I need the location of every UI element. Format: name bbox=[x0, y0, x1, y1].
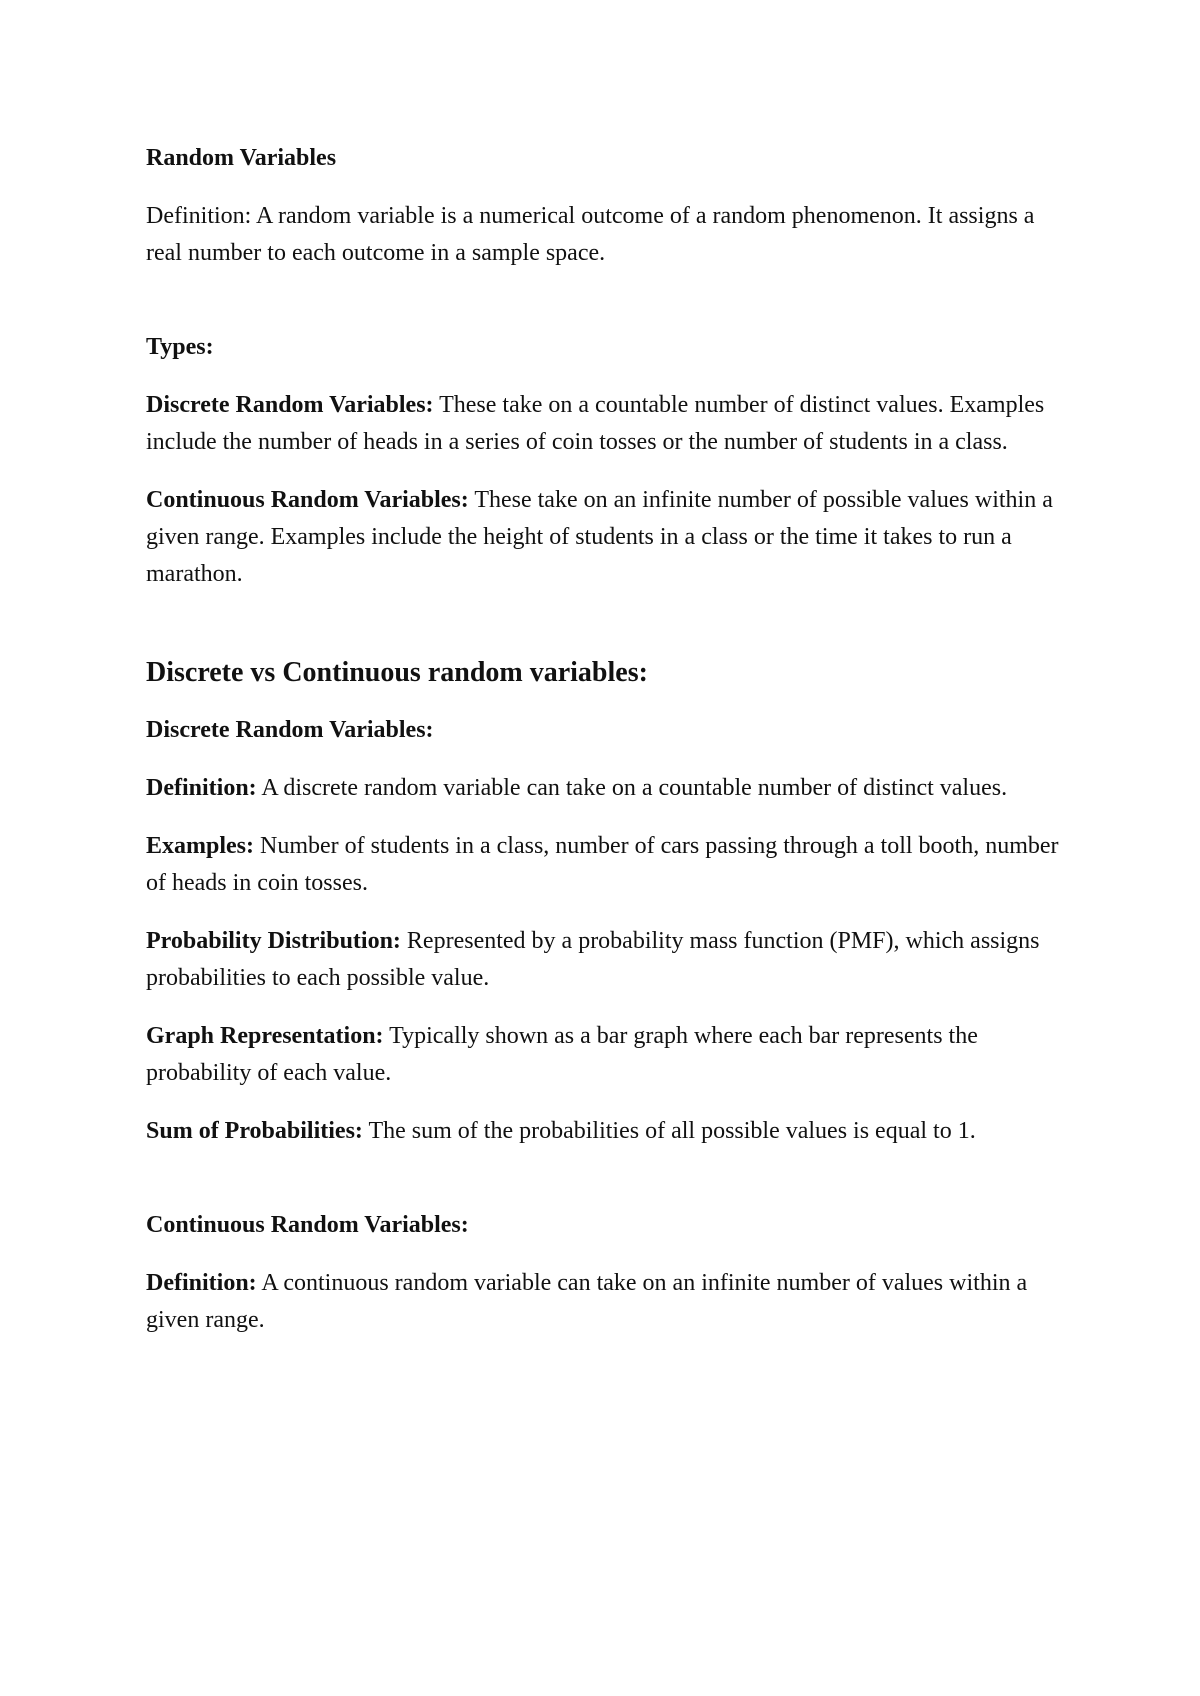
term-text: Represented by a probability mass function (PMF), which assigns probabilities to each possible value. bbox=[146, 928, 1040, 991]
term-label: Sum of Probabilities: bbox=[146, 1118, 363, 1144]
discrete-graph-paragraph bbox=[146, 1018, 1066, 1092]
discrete-definition-paragraph bbox=[146, 770, 1066, 807]
term-text: These take on an infinite number of possible values within a given range. Examples include the height of students in a class or the time it takes to run a marathon. bbox=[146, 487, 1053, 587]
term-label: Graph Representation: bbox=[146, 1023, 384, 1049]
term-text: The sum of the probabilities of all possible values is equal to 1. bbox=[362, 1118, 976, 1144]
term-text: Typically shown as a bar graph where each bar represents the probability of each value. bbox=[146, 1023, 978, 1086]
document-page bbox=[146, 140, 1066, 1360]
document-title: Random Variables bbox=[146, 145, 337, 171]
term-label: Examples: bbox=[146, 833, 254, 859]
term-text: A continuous random variable can take on an infinite number of values within a given range. bbox=[146, 1270, 1028, 1333]
comparison-heading: Discrete vs Continuous random variables: bbox=[146, 657, 648, 688]
types-heading: Types: bbox=[146, 334, 214, 360]
discrete-distribution-paragraph bbox=[146, 923, 1066, 997]
term-label: Probability Distribution: bbox=[146, 928, 401, 954]
term-label: Discrete Random Variables: bbox=[146, 392, 434, 418]
term-text: A discrete random variable can take on a countable number of distinct values. bbox=[256, 775, 1008, 801]
definition-paragraph: Definition: A random variable is a numerical outcome of a random phenomenon. It assigns a real number to each outcome in a sample space. bbox=[146, 203, 1035, 266]
continuous-definition-paragraph bbox=[146, 1265, 1066, 1339]
discrete-examples-paragraph bbox=[146, 828, 1066, 902]
types-continuous-paragraph bbox=[146, 482, 1066, 593]
types-discrete-paragraph bbox=[146, 387, 1066, 461]
term-label: Definition: bbox=[146, 775, 257, 801]
term-text: These take on a countable number of distinct values. Examples include the number of heads in a series of coin tosses or the number of students in a class. bbox=[146, 392, 1045, 455]
continuous-section-heading: Continuous Random Variables: bbox=[146, 1212, 469, 1238]
discrete-sum-paragraph bbox=[146, 1113, 1066, 1150]
term-text: Number of students in a class, number of cars passing through a toll booth, number of heads in coin tosses. bbox=[146, 833, 1059, 896]
term-label: Continuous Random Variables: bbox=[146, 487, 469, 513]
discrete-section-heading: Discrete Random Variables: bbox=[146, 717, 434, 743]
term-label: Definition: bbox=[146, 1270, 257, 1296]
